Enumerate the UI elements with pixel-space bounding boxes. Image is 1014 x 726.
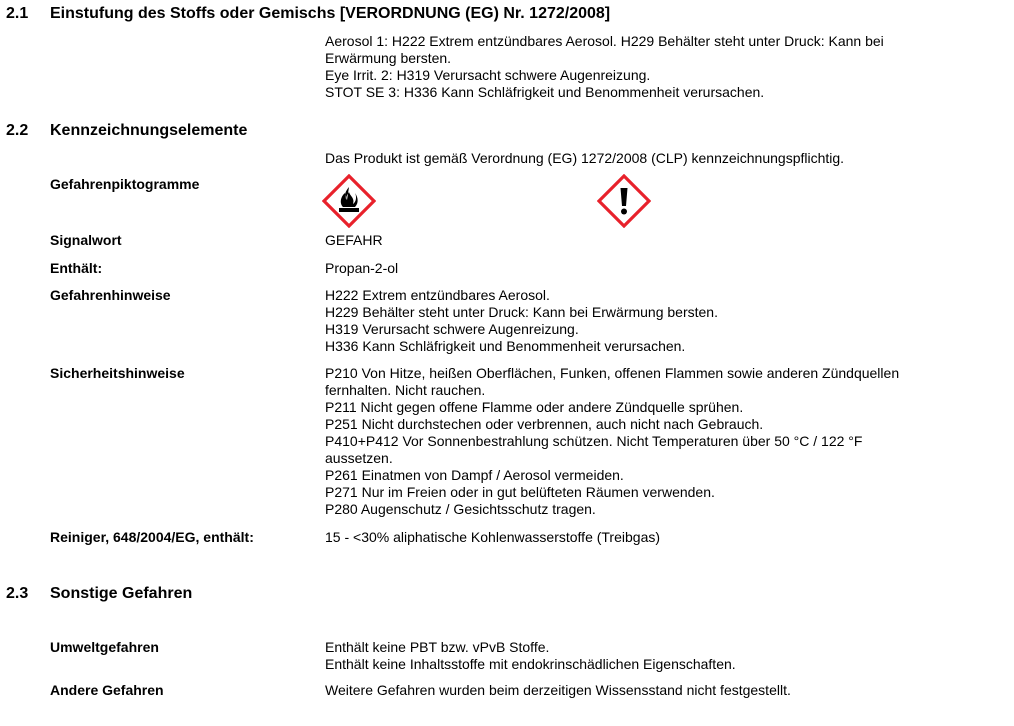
other-hazards-value: Weitere Gefahren wurden beim derzeitigen Wissensstand nicht festgestellt. — [325, 682, 791, 698]
hazard-statement: H222 Extrem entzündbares Aerosol. — [325, 287, 550, 303]
classification-line: STOT SE 3: H336 Kann Schläfrigkeit und Benommenheit verursachen. — [325, 84, 765, 100]
detergent-value: 15 - <30% aliphatische Kohlenwasserstoffe (Treibgas) — [325, 529, 661, 545]
section-number: 2.2 — [6, 122, 29, 139]
precautionary-statement: P271 Nur im Freien oder in gut belüfteten Räumen verwenden. — [325, 484, 715, 500]
section-title: Sonstige Gefahren — [50, 585, 193, 602]
signal-word-value: GEFAHR — [325, 232, 383, 248]
flame-pictogram-icon — [322, 174, 376, 228]
precautionary-statement: aussetzen. — [325, 450, 393, 466]
section-title: Einstufung des Stoffs oder Gemischs [VERORDNUNG (EG) Nr. 1272/2008] — [50, 5, 611, 22]
precautionary-statement: P211 Nicht gegen offene Flamme oder andere Zündquelle sprühen. — [325, 399, 744, 415]
environmental-hazard-line: Enthält keine PBT bzw. vPvB Stoffe. — [325, 639, 550, 655]
section-number: 2.3 — [6, 585, 29, 602]
classification-line: Erwärmung bersten. — [325, 50, 452, 66]
contains-value: Propan-2-ol — [325, 260, 399, 276]
pictograms-label: Gefahrenpiktogramme — [50, 176, 200, 192]
classification-line: Eye Irrit. 2: H319 Verursacht schwere Augenreizung. — [325, 67, 651, 83]
hazard-statement: H336 Kann Schläfrigkeit und Benommenheit verursachen. — [325, 338, 686, 354]
environmental-hazard-line: Enthält keine Inhaltsstoffe mit endokrinschädlichen Eigenschaften. — [325, 656, 736, 672]
precautionary-statement: P261 Einatmen von Dampf / Aerosol vermeiden. — [325, 467, 624, 483]
hazard-statement: H319 Verursacht schwere Augenreizung. — [325, 321, 579, 337]
precautionary-statement: P410+P412 Vor Sonnenbestrahlung schützen. Nicht Temperaturen über 50 °C / 122 °F — [325, 433, 863, 449]
hazard-statements-label: Gefahrenhinweise — [50, 287, 171, 303]
precautionary-statement: P280 Augenschutz / Gesichtsschutz tragen. — [325, 501, 596, 517]
detergent-label: Reiniger, 648/2004/EG, enthält: — [50, 529, 254, 545]
precautionary-statement: P251 Nicht durchstechen oder verbrennen, auch nicht nach Gebrauch. — [325, 416, 764, 432]
other-hazards-label: Andere Gefahren — [50, 682, 164, 698]
environmental-hazards-label: Umweltgefahren — [50, 639, 159, 655]
environmental-hazards — [325, 639, 736, 673]
signal-word-label: Signalwort — [50, 232, 122, 248]
classification-text — [325, 33, 884, 101]
hazard-statement: H229 Behälter steht unter Druck: Kann bei Erwärmung bersten. — [325, 304, 718, 320]
section-title: Kennzeichnungselemente — [50, 122, 248, 139]
hazard-statements — [325, 287, 718, 355]
labelling-intro: Das Produkt ist gemäß Verordnung (EG) 1272/2008 (CLP) kennzeichnungspflichtig. — [325, 150, 845, 166]
exclamation-pictogram-icon — [597, 174, 651, 228]
precautionary-statement: fernhalten. Nicht rauchen. — [325, 382, 486, 398]
precautionary-statements — [325, 365, 899, 518]
precautionary-statements-label: Sicherheitshinweise — [50, 365, 185, 381]
classification-line: Aerosol 1: H222 Extrem entzündbares Aerosol. H229 Behälter steht unter Druck: Kann bei — [325, 33, 884, 49]
section-number: 2.1 — [6, 5, 29, 22]
contains-label: Enthält: — [50, 260, 103, 276]
precautionary-statement: P210 Von Hitze, heißen Oberflächen, Funken, offenen Flammen sowie anderen Zündquellen — [325, 365, 900, 381]
